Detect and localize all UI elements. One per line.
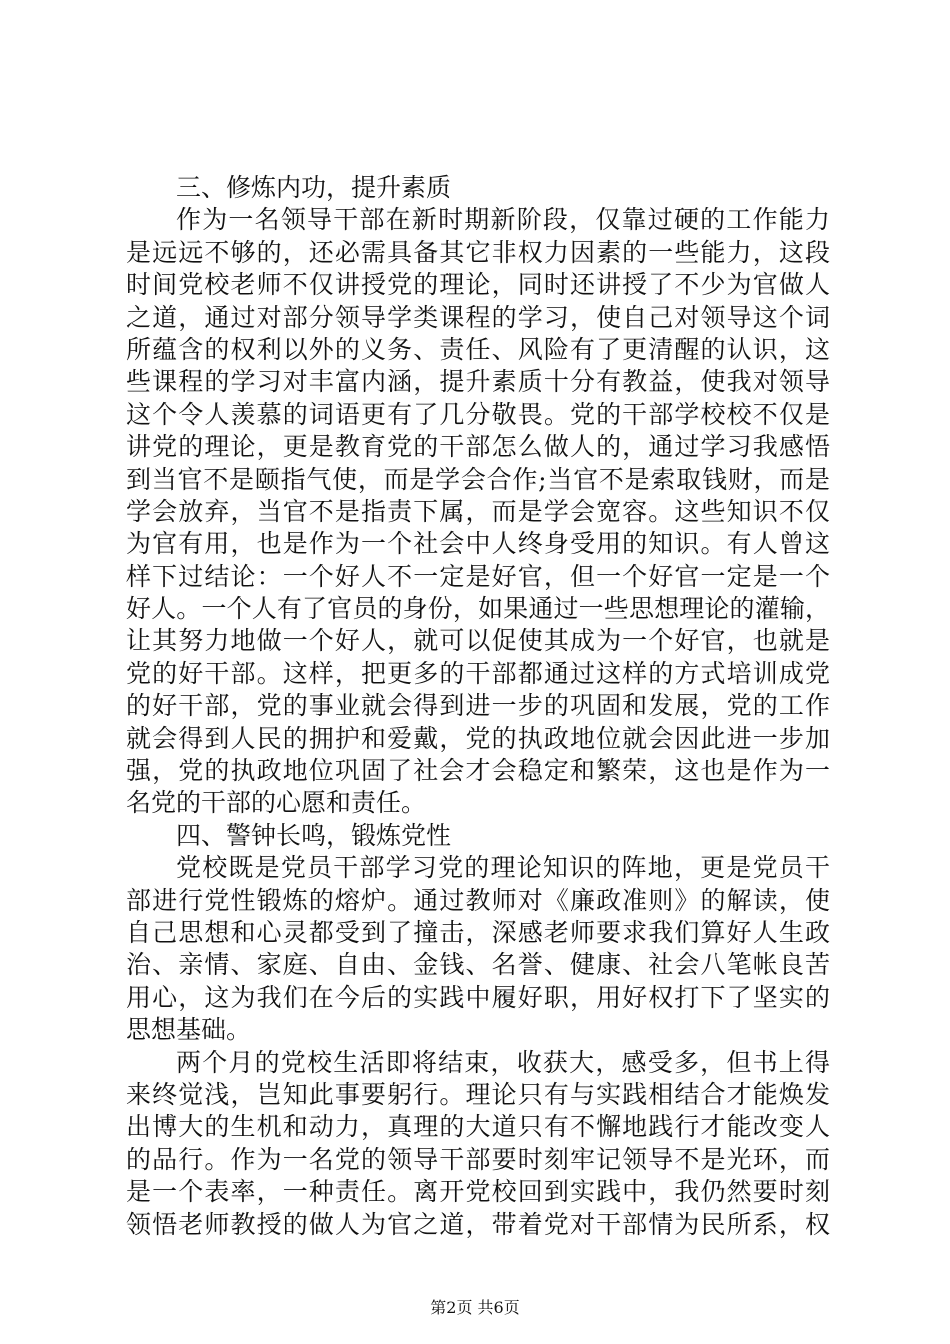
text-line: 思想基础。: [126, 1015, 252, 1045]
text-line: 的好干部，党的事业就会得到进一步的巩固和发展，党的工作: [126, 691, 830, 721]
text-line: 之道，通过对部分领导学类课程的学习，使自己对领导这个词: [126, 302, 830, 332]
text-line: 时间党校老师不仅讲授党的理论，同时还讲授了不少为官做人: [126, 270, 830, 300]
text-line: 为官有用，也是作为一个社会中人终身受用的知识。有人曾这: [126, 529, 830, 559]
text-line: 党校既是党员干部学习党的理论知识的阵地，更是党员干: [176, 853, 830, 883]
text-line: 强，党的执政地位巩固了社会才会稳定和繁荣，这也是作为一: [126, 756, 830, 786]
text-line: 讲党的理论，更是教育党的干部怎么做人的，通过学习我感悟: [126, 432, 830, 462]
text-line: 样下过结论：一个好人不一定是好官，但一个好官一定是一个: [126, 561, 830, 591]
text-line: 名党的干部的心愿和责任。: [126, 788, 427, 818]
paragraph: [126, 172, 830, 204]
text-line: 作为一名领导干部在新时期新阶段，仅靠过硬的工作能力: [176, 205, 830, 235]
paragraph: [126, 820, 830, 852]
text-line: 好人。一个人有了官员的身份，如果通过一些思想理论的灌输，: [126, 594, 830, 624]
text-line: 是一个表率，一种责任。离开党校回到实践中，我仍然要时刻: [126, 1177, 830, 1207]
paragraph: [126, 852, 830, 1046]
paragraph: [126, 204, 830, 819]
text-line: 所蕴含的权利以外的义务、责任、风险有了更清醒的认识，这: [126, 334, 830, 364]
text-line: 四、警钟长鸣，锻炼党性: [176, 820, 452, 850]
text-line: 是远远不够的，还必需具备其它非权力因素的一些能力，这段: [126, 237, 830, 267]
text-line: 部进行党性锻炼的熔炉。通过教师对《廉政准则》的解读，使: [126, 885, 830, 915]
text-line: 就会得到人民的拥护和爱戴，党的执政地位就会因此进一步加: [126, 723, 830, 753]
text-line: 出博大的生机和动力，真理的大道只有不懈地践行才能改变人: [126, 1112, 830, 1142]
text-line: 党的好干部。这样，把更多的干部都通过这样的方式培训成党: [126, 658, 830, 688]
text-line: 学会放弃，当官不是指责下属，而是学会宽容。这些知识不仅: [126, 496, 830, 526]
text-line: 自己思想和心灵都受到了撞击，深感老师要求我们算好人生政: [126, 917, 830, 947]
text-line: 领悟老师教授的做人为官之道，带着党对干部情为民所系，权: [126, 1209, 830, 1239]
text-line: 的品行。作为一名党的领导干部要时刻牢记领导不是光环，而: [126, 1144, 830, 1174]
text-line: 三、修炼内功，提升素质: [176, 173, 452, 202]
paragraph: [126, 1047, 830, 1241]
text-line: 用心，这为我们在今后的实践中履好职，用好权打下了坚实的: [126, 982, 830, 1012]
text-line: 这个令人羡慕的词语更有了几分敬畏。党的干部学校校不仅是: [126, 399, 830, 429]
text-line: 治、亲情、家庭、自由、金钱、名誉、健康、社会八笔帐良苦: [126, 950, 830, 980]
text-line: 两个月的党校生活即将结束，收获大，感受多，但书上得: [176, 1047, 830, 1077]
text-line: 些课程的学习对丰富内涵，提升素质十分有教益，使我对领导: [126, 367, 830, 397]
page-footer: 第2页 共6页: [430, 1298, 520, 1317]
document-body: [126, 172, 830, 1241]
text-line: 让其努力地做一个好人，就可以促使其成为一个好官，也就是: [126, 626, 830, 656]
text-line: 到当官不是颐指气使，而是学会合作;当官不是索取钱财，而是: [126, 464, 830, 494]
text-line: 来终觉浅，岂知此事要躬行。理论只有与实践相结合才能焕发: [126, 1079, 830, 1109]
